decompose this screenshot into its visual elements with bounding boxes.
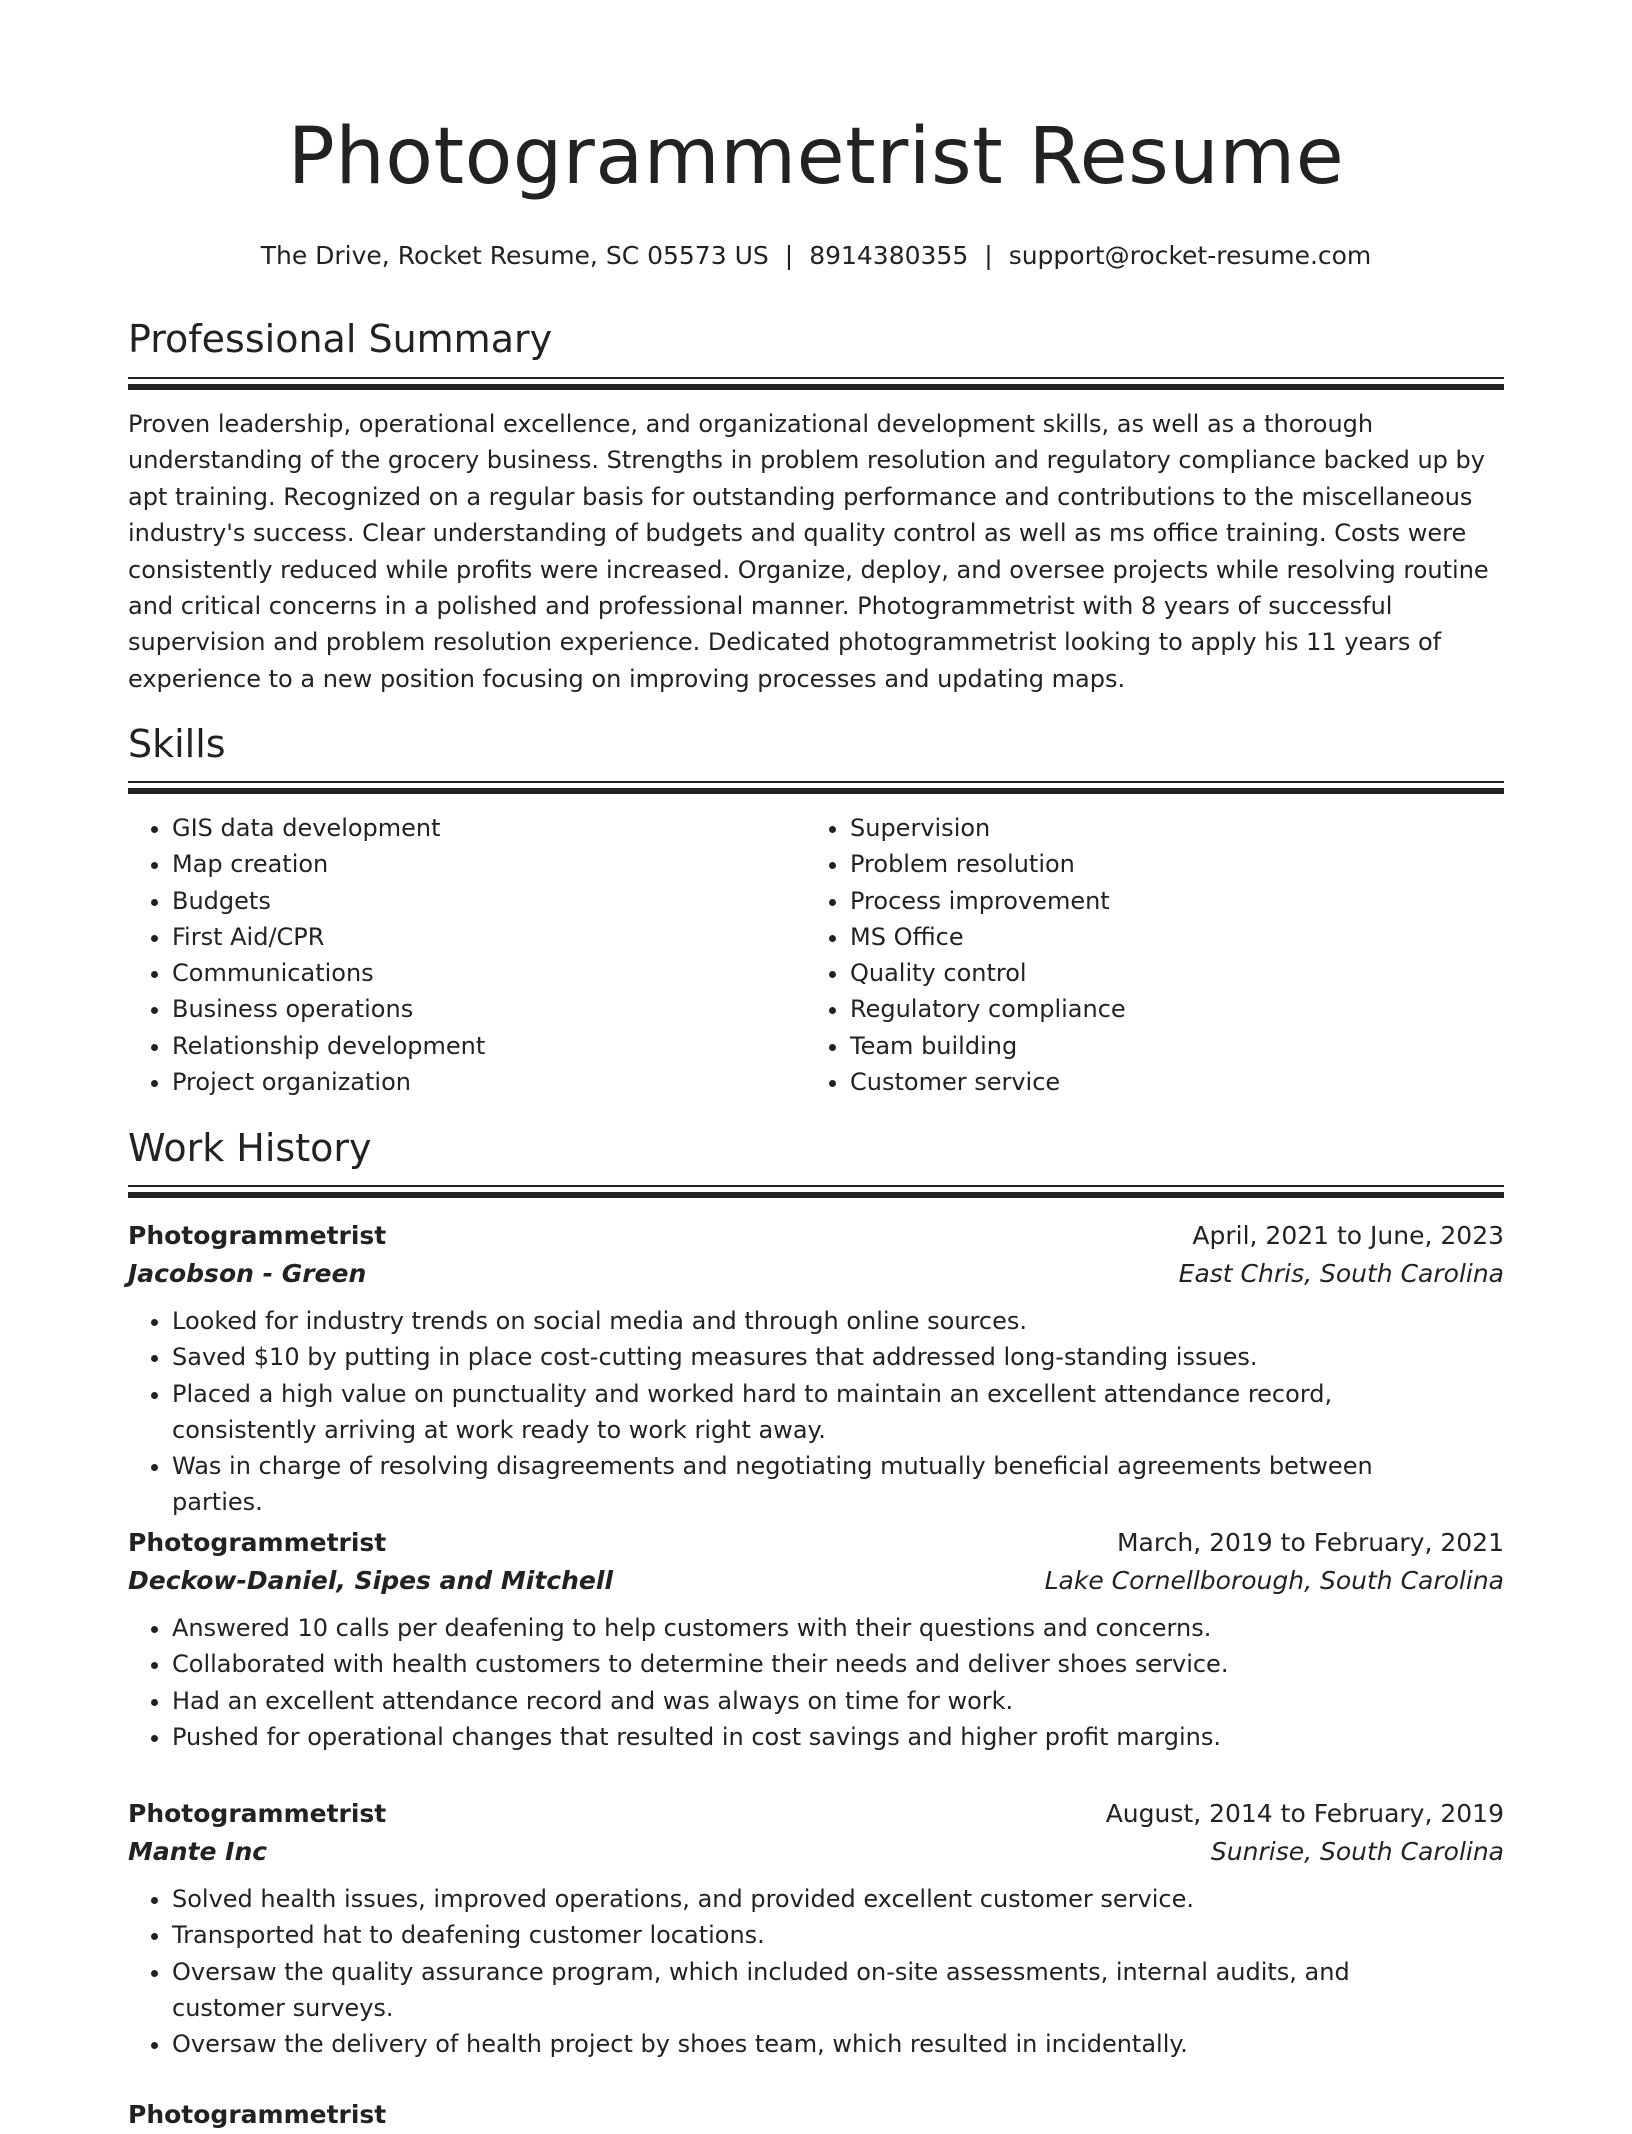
section-divider <box>128 788 1504 794</box>
resume-title: Photogrammetrist Resume <box>287 112 1345 202</box>
job-title: Photogrammetrist <box>128 1799 387 1828</box>
section-divider <box>128 377 1504 379</box>
skill-item: • Project organization <box>172 1064 792 1100</box>
skill-item: • Regulatory compliance <box>850 991 1470 1027</box>
job-bullet: • Looked for industry trends on social media and through online sources. <box>172 1303 1504 1339</box>
job-location: Sunrise, South Carolina <box>1210 1837 1504 1866</box>
job-bullet-list <box>128 1303 1504 1521</box>
skills-heading: Skills <box>128 722 226 766</box>
job-location: East Chris, South Carolina <box>1178 1259 1504 1288</box>
job-dates: March, 2019 to February, 2021 <box>1116 1528 1504 1557</box>
job-dates: April, 2021 to June, 2023 <box>1192 1221 1504 1250</box>
next-job-title-partial: Photogrammetrist <box>128 2100 387 2129</box>
job-bullet: • Was in charge of resolving disagreements and negotiating mutually beneficial agreements between parties. <box>172 1448 1504 1521</box>
skill-item: • MS Office <box>850 919 1470 955</box>
job-bullet: • Solved health issues, improved operations, and provided excellent customer service. <box>172 1881 1504 1917</box>
skill-item: • Customer service <box>850 1064 1470 1100</box>
contact-email: support@rocket-resume.com <box>1008 241 1372 270</box>
summary-section-header <box>128 316 1504 362</box>
skill-item: • Business operations <box>172 991 792 1027</box>
skill-item: • Supervision <box>850 810 1470 846</box>
section-divider <box>128 1192 1504 1198</box>
contact-separator: | <box>984 241 993 270</box>
job-entry <box>128 1795 1504 2062</box>
skill-item: • Problem resolution <box>850 846 1470 882</box>
skill-item: • Process improvement <box>850 883 1470 919</box>
job-bullet: • Answered 10 calls per deafening to help customers with their questions and concerns. <box>172 1610 1504 1646</box>
job-company: Jacobson - Green <box>128 1259 367 1288</box>
job-subheader-row <box>128 1562 1504 1600</box>
summary-text: Proven leadership, operational excellence, and organizational development skills, as well as a thorough understanding of the grocery business. Strengths in problem resolution and regulatory compliance backed up by apt training. Recognized on a regular basis for outstanding performance and contributions to the miscellaneous industry's success. Clear understanding of budgets and quality control as well as ms office training. Costs were consistently reduced while profits were increased. Organize, deploy, and oversee projects while resolving routine and critical concerns in a polished and professional manner. Photogrammetrist with 8 years of successful supervision and problem resolution experience. Dedicated photogrammetrist looking to apply his 11 years of experience to a new position focusing on improving processes and updating maps. <box>128 410 1489 693</box>
skill-item: • Map creation <box>172 846 792 882</box>
section-divider <box>128 1185 1504 1187</box>
summary-heading: Professional Summary <box>128 317 553 361</box>
job-bullet-list <box>128 1610 1504 1755</box>
job-title: Photogrammetrist <box>128 1221 387 1250</box>
skill-item: • GIS data development <box>172 810 792 846</box>
contact-separator: | <box>784 241 794 270</box>
job-header-row <box>128 1524 1504 1562</box>
job-header-row <box>128 1217 1504 1255</box>
job-bullet: • Transported hat to deafening customer locations. <box>172 1917 1504 1953</box>
skills-section-header <box>128 721 1504 767</box>
job-bullet-list <box>128 1881 1504 2062</box>
job-bullet: • Collaborated with health customers to determine their needs and deliver shoes service. <box>172 1646 1504 1682</box>
job-company: Mante Inc <box>128 1837 268 1866</box>
job-header-row <box>128 1795 1504 1833</box>
job-location: Lake Cornellborough, South Carolina <box>1044 1566 1504 1595</box>
job-entry <box>128 1524 1504 1755</box>
skills-list-left <box>128 810 792 1100</box>
job-bullet: • Pushed for operational changes that resulted in cost savings and higher profit margins. <box>172 1719 1504 1755</box>
contact-line <box>128 240 1504 272</box>
contact-phone: 8914380355 <box>809 241 969 270</box>
job-dates: August, 2014 to February, 2019 <box>1105 1799 1504 1828</box>
job-bullet: • Placed a high value on punctuality and worked hard to maintain an excellent attendance record, consistently arriving at work ready to work right away. <box>172 1376 1504 1449</box>
job-bullet: • Oversaw the quality assurance program, which included on-site assessments, internal audits, and customer surveys. <box>172 1954 1504 2027</box>
contact-address: The Drive, Rocket Resume, SC 05573 US <box>260 241 769 270</box>
section-divider <box>128 781 1504 783</box>
job-entry <box>128 1217 1504 1521</box>
skill-item: • Quality control <box>850 955 1470 991</box>
skill-item: • First Aid/CPR <box>172 919 792 955</box>
work-section-header <box>128 1125 1504 1171</box>
skill-item: • Budgets <box>172 883 792 919</box>
job-title: Photogrammetrist <box>128 1528 387 1557</box>
job-bullet: • Saved $10 by putting in place cost-cutting measures that addressed long-standing issues. <box>172 1339 1504 1375</box>
section-divider <box>128 384 1504 390</box>
skill-item: • Relationship development <box>172 1028 792 1064</box>
job-subheader-row <box>128 1255 1504 1293</box>
job-company: Deckow-Daniel, Sipes and Mitchell <box>128 1566 614 1595</box>
skill-item: • Communications <box>172 955 792 991</box>
job-bullet: • Had an excellent attendance record and was always on time for work. <box>172 1683 1504 1719</box>
job-subheader-row <box>128 1833 1504 1871</box>
skill-item: • Team building <box>850 1028 1470 1064</box>
job-bullet: • Oversaw the delivery of health project by shoes team, which resulted in incidentally. <box>172 2026 1504 2062</box>
work-heading: Work History <box>128 1126 372 1170</box>
skills-list-right <box>806 810 1470 1100</box>
